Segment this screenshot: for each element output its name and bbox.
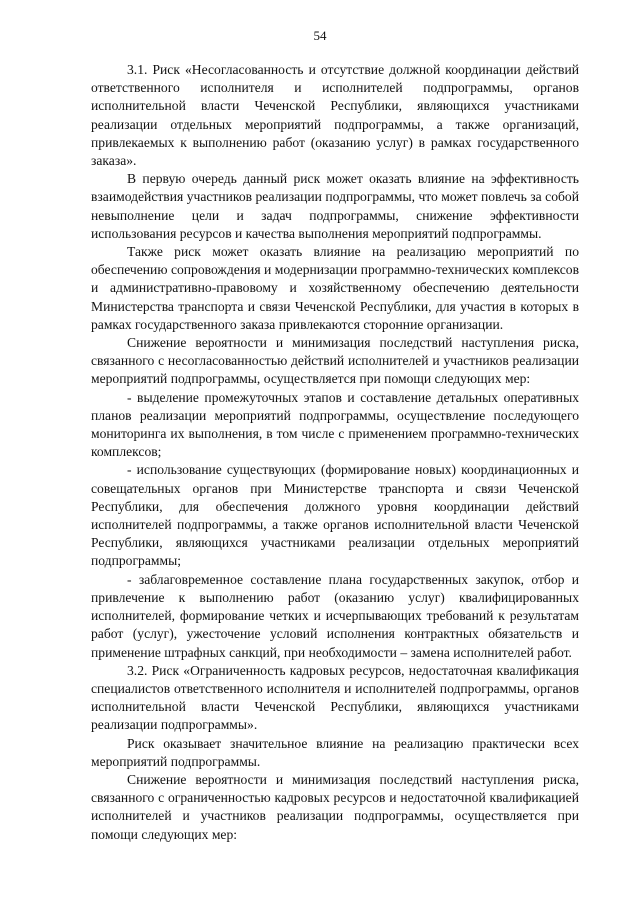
paragraph-mitigation-intro-2: Снижение вероятности и минимизация последствий наступления риска, связанного с ограниченностью кадровых ресурсов и недостаточной квалификацией исполнителей и участников реализации подпрограммы, осуществляется при помощи следующих мер:	[91, 771, 579, 842]
paragraph-risk-3-2: 3.2. Риск «Ограниченность кадровых ресурсов, недостаточная квалификация специалистов ответственного исполнителя и исполнителей подпрограммы, органов исполнительной власти Чеченской Республики, являющихся участниками реализации подпрограммы».	[91, 662, 579, 733]
paragraph-risk-influence: Риск оказывает значительное влияние на реализацию практически всех мероприятий подпрограммы.	[91, 735, 579, 769]
paragraph-mitigation-intro: Снижение вероятности и минимизация последствий наступления риска, связанного с несогласованностью действий исполнителей и участников реализации мероприятий подпрограммы, осуществляется при помощи следующих мер:	[91, 335, 579, 387]
page-number: 54	[313, 28, 327, 43]
paragraph-risk-support: Также риск может оказать влияние на реализацию мероприятий по обеспечению сопровождения и модернизации программно-технических комплексов и административно-правовому и хозяйственному обеспечению деятельности Министерства транспорта и связи Чеченской Республики, для участия в которых в рамках государственного заказа привлекаются сторонние организации.	[91, 244, 579, 332]
list-item-coordination: - использование существующих (формирование новых) координационных и совещательных органов при Министерстве транспорта и связи Чеченской Республики, для обеспечения должного уровня координации действий исполнителей подпрограммы, а также органов исполнительной власти Чеченской Республики, являющихся участниками реализации отдельных мероприятий подпрограммы;	[91, 462, 579, 569]
paragraph-risk-impact: В первую очередь данный риск может оказать влияние на эффективность взаимодействия участников реализации подпрограммы, что может повлечь за собой невыполнение цели и задач подпрограммы, снижение эффективности использования ресурсов и качества выполнения мероприятий подпрограммы.	[91, 171, 579, 241]
document-body	[91, 61, 579, 844]
list-item-procurement: - заблаговременное составление плана государственных закупок, отбор и привлечение к выполнению работ (оказанию услуг) квалифицированных исполнителей, формирование четких и исчерпывающих требований к результатам работ (услуг), ужесточение условий исполнения контрактных обязательств и применение штрафных санкций, при необходимости – замена исполнителей работ.	[91, 571, 579, 660]
list-item-staging: - выделение промежуточных этапов и составление детальных оперативных планов реализации мероприятий подпрограммы, осуществление последующего мониторинга их выполнения, в том числе с применением программно-технических комплексов;	[91, 389, 579, 460]
paragraph-risk-3-1: 3.1. Риск «Несогласованность и отсутствие должной координации действий ответственного исполнителя и исполнителей подпрограммы, органов исполнительной власти Чеченской Республики, являющихся участниками реализации отдельных мероприятий подпрограммы, а также организаций, привлекаемых к выполнению работ (оказанию услуг) в рамках государственного заказа».	[91, 62, 579, 169]
